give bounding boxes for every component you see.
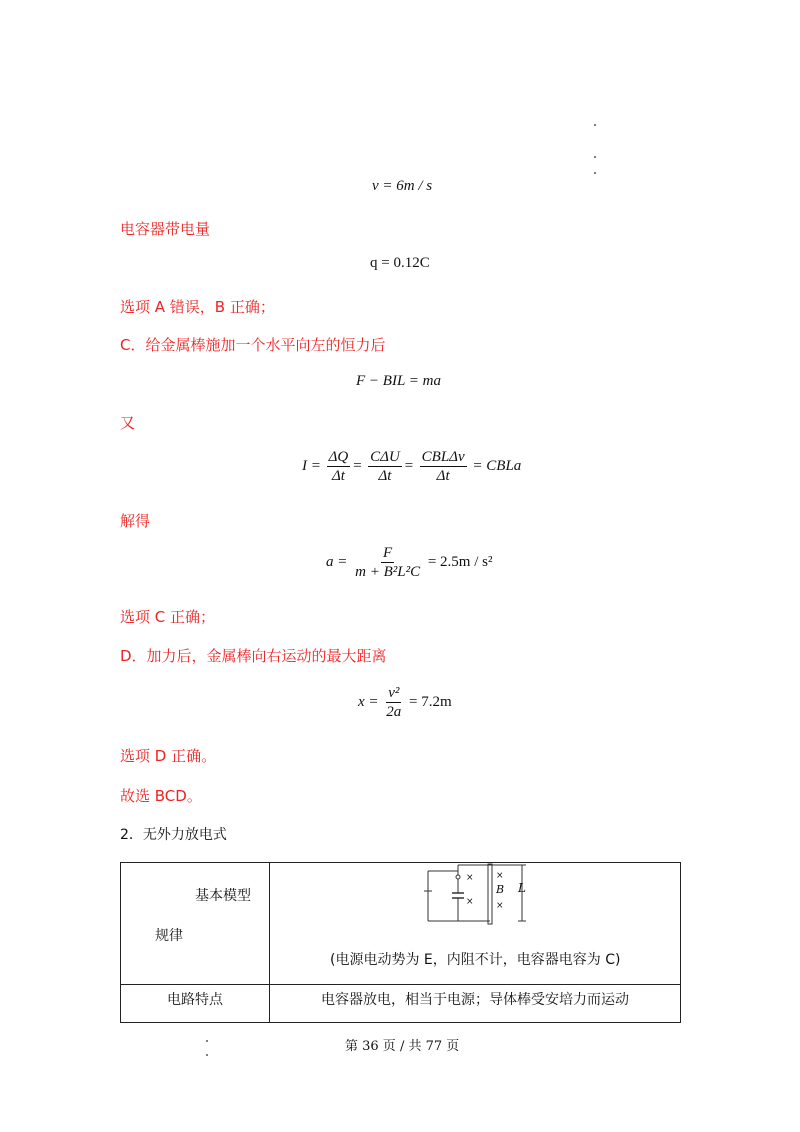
current-equation: I = $\frac{\Delta Q}{\Delta t}$ = $\frac{\text{CΔU}}{\Delta t}$ = $\frac{\text{CBLΔv}}{\Delta t}$ = CBLa bbox=[302, 449, 522, 484]
fraction-denominator: Δt bbox=[331, 468, 345, 484]
circuit-feature-label: 电路特点 bbox=[167, 992, 223, 1008]
option-c-heading: C．给金属棒施加一个水平向左的恒力后 bbox=[120, 336, 386, 354]
stray-dot bbox=[206, 1054, 208, 1056]
fraction-numerator: CBLΔv bbox=[421, 449, 465, 465]
option-d-heading: D．加力后，金属棒向右运动的最大距离 bbox=[120, 647, 387, 665]
velocity-equation: v = 6m / s bbox=[372, 178, 433, 194]
table-cell-diagram bbox=[270, 863, 681, 985]
fraction-force-over-mass bbox=[353, 544, 422, 581]
option-c-correct: 选项 C 正确； bbox=[120, 608, 216, 626]
solve-label: 解得 bbox=[120, 512, 151, 530]
distance-eq-rhs: = 7.2m bbox=[409, 693, 452, 710]
fraction-denominator: Δt bbox=[436, 468, 450, 484]
length-l-label: L bbox=[518, 881, 526, 895]
field-b-label: B bbox=[496, 883, 505, 896]
fraction-denominator: 2a bbox=[386, 704, 402, 720]
capacitor-charge-label: 电容器带电量 bbox=[120, 220, 211, 238]
fraction-cdu-dt bbox=[368, 448, 402, 485]
current-eq-rhs: = CBLa bbox=[472, 457, 522, 474]
fraction-numerator: ΔQ bbox=[328, 449, 349, 465]
accel-eq-lhs: a = bbox=[326, 553, 348, 570]
rule-label: 规律 bbox=[155, 928, 183, 944]
diagram-caption: (电源电动势为 E，内阻不计，电容器电容为 C) bbox=[330, 952, 621, 968]
you-label: 又 bbox=[120, 414, 136, 432]
fraction-dq-dt bbox=[327, 448, 351, 485]
fraction-numerator: F bbox=[383, 545, 393, 561]
page-footer: 第 36 页 / 共 77 页 bbox=[345, 1039, 460, 1054]
stray-dot bbox=[206, 1040, 208, 1042]
stray-dot bbox=[594, 124, 596, 126]
model-table bbox=[120, 862, 681, 1023]
basic-model-label: 基本模型 bbox=[195, 888, 251, 904]
fraction-cbldv-dt bbox=[420, 448, 467, 485]
table-cell-circuit-text bbox=[270, 985, 681, 1023]
force-equation: F − BIL = ma bbox=[356, 373, 441, 389]
table-row bbox=[121, 863, 681, 985]
circuit-feature-text: 电容器放电，相当于电源；导体棒受安培力而运动 bbox=[321, 992, 629, 1008]
circuit-diagram bbox=[420, 863, 560, 929]
acceleration-equation bbox=[326, 544, 492, 581]
stray-dot bbox=[594, 156, 596, 158]
fraction-numerator: CΔU bbox=[370, 449, 400, 465]
final-answer: 故选 BCD。 bbox=[120, 787, 202, 805]
fraction-v2-over-2a bbox=[384, 684, 403, 721]
distance-eq-lhs: x = bbox=[358, 693, 379, 710]
field-cross-mark: × bbox=[466, 897, 474, 907]
option-ab-text: 选项 A 错误，B 正确； bbox=[120, 298, 275, 316]
table-row bbox=[121, 985, 681, 1023]
field-cross-mark: × bbox=[496, 901, 504, 911]
option-d-correct: 选项 D 正确。 bbox=[120, 747, 217, 765]
distance-equation bbox=[358, 684, 452, 721]
accel-eq-rhs: = 2.5m / s² bbox=[427, 553, 493, 570]
fraction-denominator: Δt bbox=[378, 468, 392, 484]
charge-equation: q = 0.12C bbox=[370, 255, 430, 271]
current-eq-lhs: I = bbox=[302, 457, 321, 474]
field-cross-mark: × bbox=[496, 871, 504, 881]
table-cell-circuit-label bbox=[121, 985, 270, 1023]
fraction-denominator: m + B²L²C bbox=[355, 564, 421, 580]
fraction-numerator: v² bbox=[388, 685, 400, 701]
stray-dot bbox=[594, 172, 596, 174]
field-cross-mark: × bbox=[466, 873, 474, 883]
section-heading: 2．无外力放电式 bbox=[120, 827, 227, 843]
table-cell-labels bbox=[121, 863, 270, 985]
